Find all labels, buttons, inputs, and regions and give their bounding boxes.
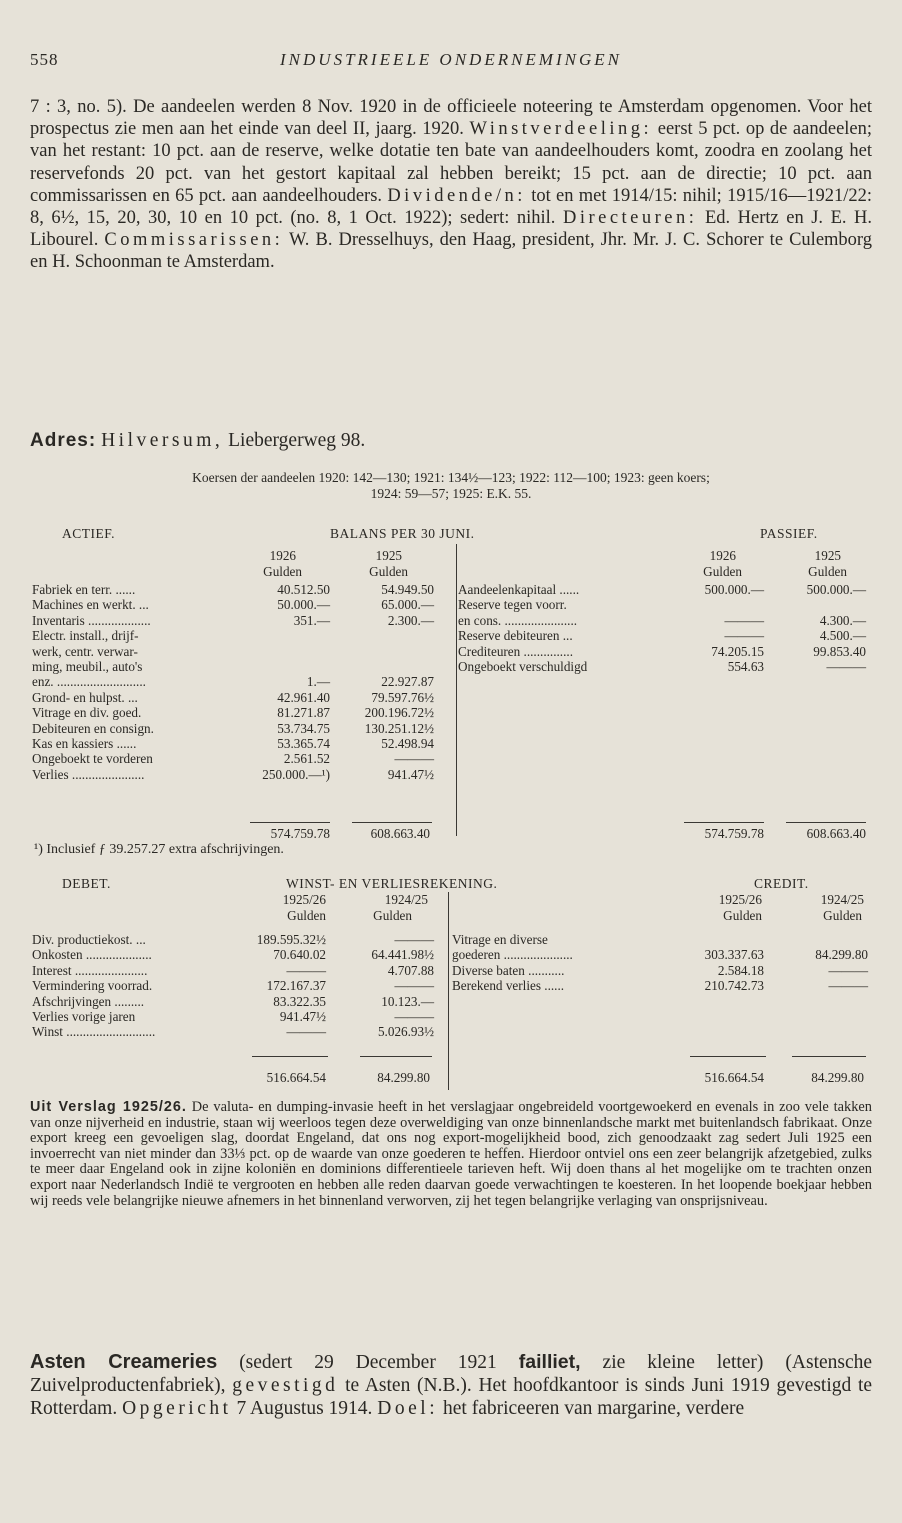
pl-unit-a: Gulden <box>287 908 326 923</box>
actief-row-label: Kas en kassiers ...... <box>32 736 137 751</box>
debet-row-value-a: ——— <box>286 1024 326 1040</box>
passief-row-value-b: 500.000.— <box>806 582 866 597</box>
debet-row-value-b: 4.707.88 <box>387 962 434 978</box>
balance-total-b-right: 608.663.40 <box>806 826 866 841</box>
pl-left-heading: DEBET. <box>62 876 111 891</box>
actief-row-value-a: 53.734.75 <box>277 720 330 736</box>
intro-text-4: Ed. Hertz en J. E. H. Libourel. <box>30 208 873 251</box>
directeuren-heading: Directeuren: <box>562 208 698 229</box>
credit-row-value-b: ——— <box>828 978 868 994</box>
passief-row-label: Reserve debiteuren ... <box>458 628 573 644</box>
share-prices <box>30 470 872 502</box>
actief-row-value-a: 53.365.74 <box>277 736 330 751</box>
intro-text-3: tot en met 1914/15: nihil; 1915/16—1921/22: 8, 6½, 15, 20, 30, 10 en 10 pct. (no. 8, 1 Oct. 1922); sedert: nihil. <box>30 185 873 229</box>
passief-rule-a <box>684 822 764 823</box>
debet-row-value-a: 189.595.32½ <box>256 932 326 947</box>
pl-year-a: 1925/26 <box>282 892 326 907</box>
passief-row-value-a: 500.000.— <box>704 582 764 597</box>
address-label: Adres: <box>30 430 97 451</box>
balance-year-a-right: 1926 <box>709 548 736 563</box>
pl-unit-a-right: Gulden <box>723 908 762 923</box>
actief-row-value-b: 130.251.12½ <box>364 720 434 736</box>
debet-rule-b <box>360 1056 432 1057</box>
actief-row-label: Machines en werkt. ... <box>32 597 149 613</box>
actief-row-value-b: 52.498.94 <box>381 736 434 751</box>
credit-row-label: Berekend verlies ...... <box>452 978 565 994</box>
passief-row-value-b: 99.853.40 <box>813 643 866 659</box>
asten-text-3: te Asten (N.B.). Het hoofdkantoor is sinds Juni 1919 gevestigd te Rotterdam. <box>30 1375 873 1419</box>
actief-row-label: Inventaris ................... <box>32 612 151 628</box>
debet-row-label: Onkosten .................... <box>32 947 152 963</box>
actief-row-value-b: 79.597.76½ <box>371 689 434 705</box>
running-head <box>28 50 874 74</box>
actief-row-value-a: 81.271.87 <box>277 705 330 721</box>
debet-row-value-a: 70.640.02 <box>273 947 326 963</box>
actief-row-value-a: 50.000.— <box>277 597 330 613</box>
credit-row-value-b: 84.299.80 <box>815 947 868 963</box>
asten-paragraph <box>30 1351 872 1420</box>
balance-total-b: 608.663.40 <box>370 826 430 841</box>
asten-text-4: 7 Augustus 1914. <box>236 1398 373 1419</box>
debet-rule-a <box>252 1056 328 1057</box>
address-line <box>30 430 365 452</box>
debet-row-value-b: ——— <box>394 932 434 947</box>
balance-unit-b-right: Gulden <box>808 564 847 579</box>
passief-row-value-a: 554.63 <box>727 659 764 674</box>
passief-row-label: Aandeelenkapitaal ...... <box>458 582 580 597</box>
actief-row-value-a: 2.561.52 <box>283 751 330 767</box>
actief-row-value-a: 250.000.—¹) <box>262 766 330 782</box>
page-number: 558 <box>30 50 59 69</box>
passief-row-label: Ongeboekt verschuldigd <box>458 659 588 674</box>
actief-rule-b <box>352 822 432 823</box>
debet-row-value-a: 83.322.35 <box>273 993 326 1009</box>
pl-right-heading: CREDIT. <box>754 876 809 891</box>
pl-year-a-right: 1925/26 <box>718 892 762 907</box>
balance-unit-b: Gulden <box>369 564 408 579</box>
pl-divider <box>448 892 449 1090</box>
winstverdeeling-heading: Winstverdeeling: <box>469 119 653 140</box>
debet-row-label: Div. productiekost. ... <box>32 932 146 947</box>
pl-unit-b: Gulden <box>373 908 412 923</box>
balance-title: BALANS PER 30 JUNI. <box>330 526 475 541</box>
balance-total-a: 574.759.78 <box>270 826 330 841</box>
credit-row-label: goederen ..................... <box>452 947 573 963</box>
passief-rule-b <box>786 822 866 823</box>
debet-row-label: Verlies vorige jaren <box>32 1009 136 1024</box>
passief-row-label: Crediteuren ............... <box>458 643 573 659</box>
pl-year-b-right: 1924/25 <box>820 892 864 907</box>
dividenden-heading: Dividende/n: <box>387 185 526 206</box>
verslag-text: De valuta- en dumping-invasie heeft in het verslagjaar ongebreideld voortgewoekerd en evenals in zoo vele takken van onze nijverheid en industrie, staan wij weerloos tegen deze overweldiging van onze binnenlandsche markt met buitenlandsch fabrikaat. Onze export kreeg een gevoeligen slag, doordat Engeland, dat ons nog export-mogelijkheid bood, zich genoodzaakt zag sedert Juli 1925 een invoerrecht van niet minder dan 33⅓ pct. op de waarde van onze goederen te heffen. Hierdoor ontviel ons een zeer belangrijk afzetgebied, zulks te meer daar Engeland ook in zijne koloniën en dominions differentieele tarieven heft. Wij doen thans al het mogelijke om te trachten onzen export naar Nederlandsch Indië te vergrooten en hebben alle reden daarvan goede verwachtingen te koesteren. In het loopende boekjaar hebben wij reeds vele belangrijke nieuwe afnemers in het binnenland verworven, zij het tegen belangrijke verlaging van onsprijsniveau. <box>30 1099 872 1209</box>
address-street: Liebergerweg 98. <box>228 430 366 451</box>
balance-year-b-right: 1925 <box>814 548 841 563</box>
pl-total-b: 84.299.80 <box>377 1070 430 1085</box>
actief-row-value-a: 40.512.50 <box>277 582 330 597</box>
balance-divider <box>456 544 457 836</box>
credit-row-value-b: ——— <box>828 962 868 978</box>
commissarissen-heading: Commissarissen: <box>104 230 284 251</box>
pl-title: WINST- EN VERLIESREKENING. <box>286 876 498 891</box>
annual-report-paragraph <box>30 1100 872 1209</box>
actief-row-value-b: 65.000.— <box>381 597 434 613</box>
asten-text-2: zie kleine letter) (Astensche Zuivelproductenfabriek), <box>30 1352 873 1396</box>
passief-row-label: Reserve tegen voorr. <box>458 597 567 613</box>
pl-year-b: 1924/25 <box>384 892 428 907</box>
doel-heading: Doel: <box>377 1398 439 1419</box>
debet-row-label: Interest ...................... <box>32 962 148 978</box>
balance-year-b: 1925 <box>375 548 402 563</box>
actief-row-label: enz. ........................... <box>32 674 146 690</box>
debet-row-value-a: 941.47½ <box>279 1009 326 1024</box>
credit-row-label: Diverse baten ........... <box>452 962 565 978</box>
balance-left-heading: ACTIEF. <box>62 526 116 541</box>
actief-row-label: Vitrage en div. goed. <box>32 705 142 721</box>
balance-unit-a-right: Gulden <box>703 564 742 579</box>
intro-text-2: eerst 5 pct. op de aandeelen; van het restant: 10 pct. aan de reserve, welke dotatie ten bate van aandeelhouders komt, zoodra en zoolang het reservefonds 20 pct. van het gestort kapitaal zal hebben bereikt; 15 pct. aan de directie; 10 pct. aan commissarissen en 65 pct. aan aandeelhouders. <box>30 119 873 206</box>
balance-unit-a: Gulden <box>263 564 302 579</box>
share-prices-line-2: 1924: 59—57; 1925: E.K. 55. <box>370 486 532 501</box>
balance-year-a: 1926 <box>269 548 296 563</box>
debet-row-value-a: 172.167.37 <box>266 978 326 994</box>
credit-rule-a <box>690 1056 766 1057</box>
debet-row-value-b: ——— <box>394 1009 434 1024</box>
actief-row-label: Grond- en hulpst. ... <box>32 689 138 705</box>
passief-row-value-b: 4.300.— <box>819 612 866 628</box>
passief-row-label: en cons. ...................... <box>458 612 578 628</box>
balance-sheet <box>30 526 872 856</box>
actief-row-label: ming, meubil., auto's <box>32 659 143 674</box>
intro-paragraph <box>30 96 872 274</box>
asten-text-1: (sedert 29 December 1921 <box>239 1352 497 1373</box>
actief-row-value-b: 54.949.50 <box>381 582 434 597</box>
pl-total-a-right: 516.664.54 <box>704 1070 764 1085</box>
actief-row-value-b: 200.196.72½ <box>364 705 434 721</box>
credit-row-value-a: 2.584.18 <box>717 962 764 978</box>
intro-text-1: 7 : 3, no. 5). De aandeelen werden 8 Nov. 1920 in de officieele noteering te Amsterdam opgenomen. Voor het prospectus zie men aan het einde van deel II, jaarg. 1920. <box>30 97 872 140</box>
actief-row-value-a: 42.961.40 <box>277 689 330 705</box>
company-name: Asten Creameries <box>30 1351 218 1373</box>
actief-row-label: Ongeboekt te vorderen <box>32 751 153 767</box>
debet-row-value-b: 10.123.— <box>381 993 434 1009</box>
address-city: Hilversum, <box>101 430 224 451</box>
debet-row-value-b: ——— <box>394 978 434 994</box>
pl-unit-b-right: Gulden <box>823 908 862 923</box>
passief-row-value-b: 4.500.— <box>819 628 866 644</box>
share-prices-line-1: Koersen der aandeelen 1920: 142—130; 1921: 134½—123; 1922: 112—100; 1923: geen koers; <box>192 470 710 485</box>
debet-row-value-a: ——— <box>286 962 326 978</box>
verslag-label: Uit Verslag 1925/26. <box>30 1099 187 1115</box>
credit-row-value-a: 303.337.63 <box>704 947 764 963</box>
actief-row-value-b: 22.927.87 <box>381 674 434 690</box>
debet-row-label: Afschrijvingen ......... <box>32 993 145 1009</box>
passief-row-value-a: ——— <box>724 612 764 628</box>
actief-row-label: Electr. install., drijf- <box>32 628 139 644</box>
debet-row-value-b: 5.026.93½ <box>377 1024 434 1040</box>
debet-row-label: Winst ........................... <box>32 1024 156 1040</box>
credit-row-label: Vitrage en diverse <box>452 932 548 947</box>
credit-rule-b <box>792 1056 866 1057</box>
pl-total-b-right: 84.299.80 <box>811 1070 864 1085</box>
failliet-label: failliet, <box>518 1351 581 1373</box>
balance-total-a-right: 574.759.78 <box>704 826 764 841</box>
gevestigd-heading: gevestigd <box>232 1375 339 1396</box>
pl-total-a: 516.664.54 <box>266 1070 326 1085</box>
balance-footnote: ¹) Inclusief ƒ 39.257.27 extra afschrijvingen. <box>34 842 284 857</box>
actief-row-label: Debiteuren en consign. <box>32 720 154 736</box>
actief-row-value-b: 2.300.— <box>387 612 434 628</box>
opgericht-heading: Opgericht <box>122 1398 232 1419</box>
credit-row-value-a: 210.742.73 <box>704 978 764 994</box>
actief-row-label: werk, centr. verwar- <box>32 643 138 659</box>
balance-right-heading: PASSIEF. <box>760 526 818 541</box>
passief-row-value-b: ——— <box>826 659 866 674</box>
passief-row-value-a: 74.205.15 <box>711 643 764 659</box>
profit-loss-account <box>30 876 872 1090</box>
actief-row-value-b: ——— <box>394 751 434 767</box>
passief-row-value-a: ——— <box>724 628 764 644</box>
running-title: INDUSTRIEELE ONDERNEMINGEN <box>280 50 622 69</box>
actief-row-label: Verlies ...................... <box>32 766 145 782</box>
actief-row-value-a: 1.— <box>306 674 330 690</box>
debet-row-value-b: 64.441.98½ <box>371 947 434 963</box>
intro-text-5: W. B. Dresselhuys, den Haag, president, Jhr. Mr. J. C. Schorer te Culemborg en H. Schoonman te Amsterdam. <box>30 230 872 273</box>
actief-row-value-b: 941.47½ <box>387 766 434 782</box>
asten-text-5: het fabriceeren van margarine, verdere <box>443 1398 745 1419</box>
actief-row-value-a: 351.— <box>293 612 330 628</box>
actief-row-label: Fabriek en terr. ...... <box>32 582 136 597</box>
debet-row-label: Vermindering voorrad. <box>32 978 153 994</box>
actief-rule-a <box>250 822 330 823</box>
